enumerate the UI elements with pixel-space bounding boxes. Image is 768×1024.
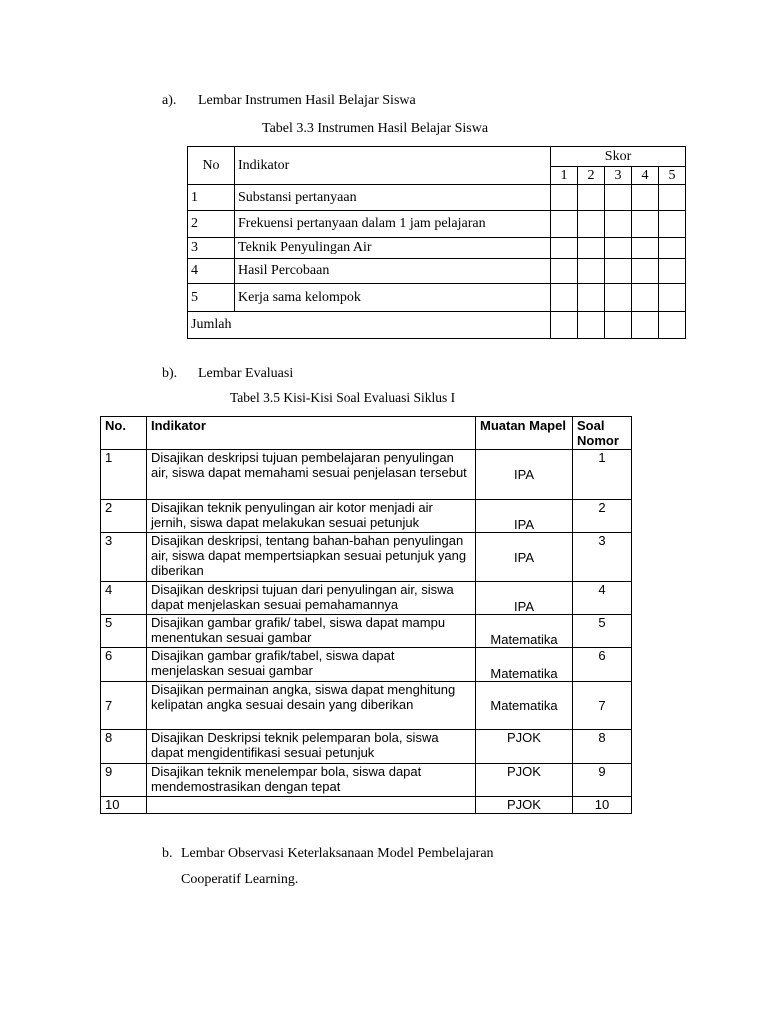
row-no: 9 <box>101 764 147 797</box>
row-no: 3 <box>188 238 235 259</box>
row-mapel: PJOK <box>476 797 573 814</box>
row-no: 5 <box>101 615 147 648</box>
col-indikator-header: Indikator <box>235 147 551 185</box>
table-row <box>188 185 686 211</box>
row-indikator: Kerja sama kelompok <box>235 284 551 312</box>
evaluation-grid-table <box>100 416 632 814</box>
row-soal: 5 <box>573 615 632 648</box>
table-row <box>101 730 632 764</box>
total-row <box>188 312 686 339</box>
header-indikator: Indikator <box>147 417 476 450</box>
skor-col-5: 5 <box>659 167 686 185</box>
table-row <box>101 682 632 730</box>
header-soal: Soal Nomor <box>573 417 632 450</box>
row-no: 1 <box>188 185 235 211</box>
row-soal: 2 <box>573 500 632 533</box>
row-soal: 6 <box>573 648 632 682</box>
table-row <box>101 615 632 648</box>
row-indikator: Disajikan deskripsi, tentang bahan-bahan penyulingan air, siswa dapat mempertsiapkan sesuai petunjuk yang diberikan <box>147 533 476 582</box>
table-row <box>101 450 632 500</box>
table-row <box>188 238 686 259</box>
row-no: 4 <box>101 582 147 615</box>
col-skor-header: Skor <box>551 147 686 167</box>
row-indikator: Disajikan deskripsi tujuan dari penyulingan air, siswa dapat menjelaskan sesuai pemahamannya <box>147 582 476 615</box>
total-label: Jumlah <box>188 312 551 339</box>
row-indikator: Teknik Penyulingan Air <box>235 238 551 259</box>
row-indikator: Disajikan Deskripsi teknik pelemparan bola, siswa dapat mengidentifikasi sesuai petunjuk <box>147 730 476 764</box>
header-mapel: Muatan Mapel <box>476 417 573 450</box>
row-no: 1 <box>101 450 147 500</box>
table-row <box>101 582 632 615</box>
row-mapel: IPA <box>476 533 573 582</box>
row-mapel: Matematika <box>476 615 573 648</box>
section-c-line2: Cooperatif Learning. <box>181 872 299 887</box>
row-soal: 3 <box>573 533 632 582</box>
row-indikator: Disajikan gambar grafik/ tabel, siswa dapat mampu menentukan sesuai gambar <box>147 615 476 648</box>
row-indikator <box>147 797 476 814</box>
table-3-5-caption: Tabel 3.5 Kisi-Kisi Soal Evaluasi Siklus I <box>230 390 456 405</box>
skor-col-2: 2 <box>578 167 605 185</box>
row-mapel: IPA <box>476 582 573 615</box>
row-soal: 8 <box>573 730 632 764</box>
row-no: 8 <box>101 730 147 764</box>
row-mapel: IPA <box>476 450 573 500</box>
table-row <box>101 797 632 814</box>
table-row <box>101 764 632 797</box>
row-no: 2 <box>101 500 147 533</box>
row-no: 7 <box>101 682 147 730</box>
table-3-3-caption: Tabel 3.3 Instrumen Hasil Belajar Siswa <box>262 121 489 136</box>
table-row <box>101 648 632 682</box>
row-mapel: Matematika <box>476 682 573 730</box>
row-indikator: Disajikan gambar grafik/tabel, siswa dapat menjelaskan sesuai gambar <box>147 648 476 682</box>
table-row <box>101 500 632 533</box>
col-no-header: No <box>188 147 235 185</box>
header-no: No. <box>101 417 147 450</box>
row-soal: 10 <box>573 797 632 814</box>
row-no: 2 <box>188 211 235 238</box>
section-b-heading: Lembar Evaluasi <box>198 366 294 381</box>
instrument-table <box>187 146 686 339</box>
table-row <box>188 259 686 284</box>
table-row <box>101 533 632 582</box>
skor-col-3: 3 <box>605 167 632 185</box>
row-mapel: Matematika <box>476 648 573 682</box>
section-c-label: b. <box>162 846 173 861</box>
row-no: 5 <box>188 284 235 312</box>
section-b-label: b). <box>162 366 178 381</box>
row-soal: 7 <box>573 682 632 730</box>
skor-col-4: 4 <box>632 167 659 185</box>
section-a-label: a). <box>162 93 177 108</box>
row-no: 10 <box>101 797 147 814</box>
row-indikator: Hasil Percobaan <box>235 259 551 284</box>
row-indikator: Disajikan deskripsi tujuan pembelajaran penyulingan air, siswa dapat memahami sesuai penjelasan tersebut <box>147 450 476 500</box>
row-soal: 4 <box>573 582 632 615</box>
row-indikator: Disajikan teknik menelempar bola, siswa dapat mendemostrasikan dengan tepat <box>147 764 476 797</box>
row-soal: 9 <box>573 764 632 797</box>
row-soal: 1 <box>573 450 632 500</box>
row-no: 4 <box>188 259 235 284</box>
row-mapel: PJOK <box>476 730 573 764</box>
row-indikator: Substansi pertanyaan <box>235 185 551 211</box>
row-indikator: Frekuensi pertanyaan dalam 1 jam pelajaran <box>235 211 551 238</box>
row-mapel: IPA <box>476 500 573 533</box>
row-no: 3 <box>101 533 147 582</box>
row-indikator: Disajikan permainan angka, siswa dapat menghitung kelipatan angka sesuai desain yang diberikan <box>147 682 476 730</box>
table-row <box>188 284 686 312</box>
row-mapel: PJOK <box>476 764 573 797</box>
section-a-heading: Lembar Instrumen Hasil Belajar Siswa <box>198 93 416 108</box>
table-row <box>188 211 686 238</box>
section-c-line1: Lembar Observasi Keterlaksanaan Model Pembelajaran <box>181 846 494 861</box>
row-indikator: Disajikan teknik penyulingan air kotor menjadi air jernih, siswa dapat melakukan sesuai petunjuk <box>147 500 476 533</box>
row-no: 6 <box>101 648 147 682</box>
skor-col-1: 1 <box>551 167 578 185</box>
